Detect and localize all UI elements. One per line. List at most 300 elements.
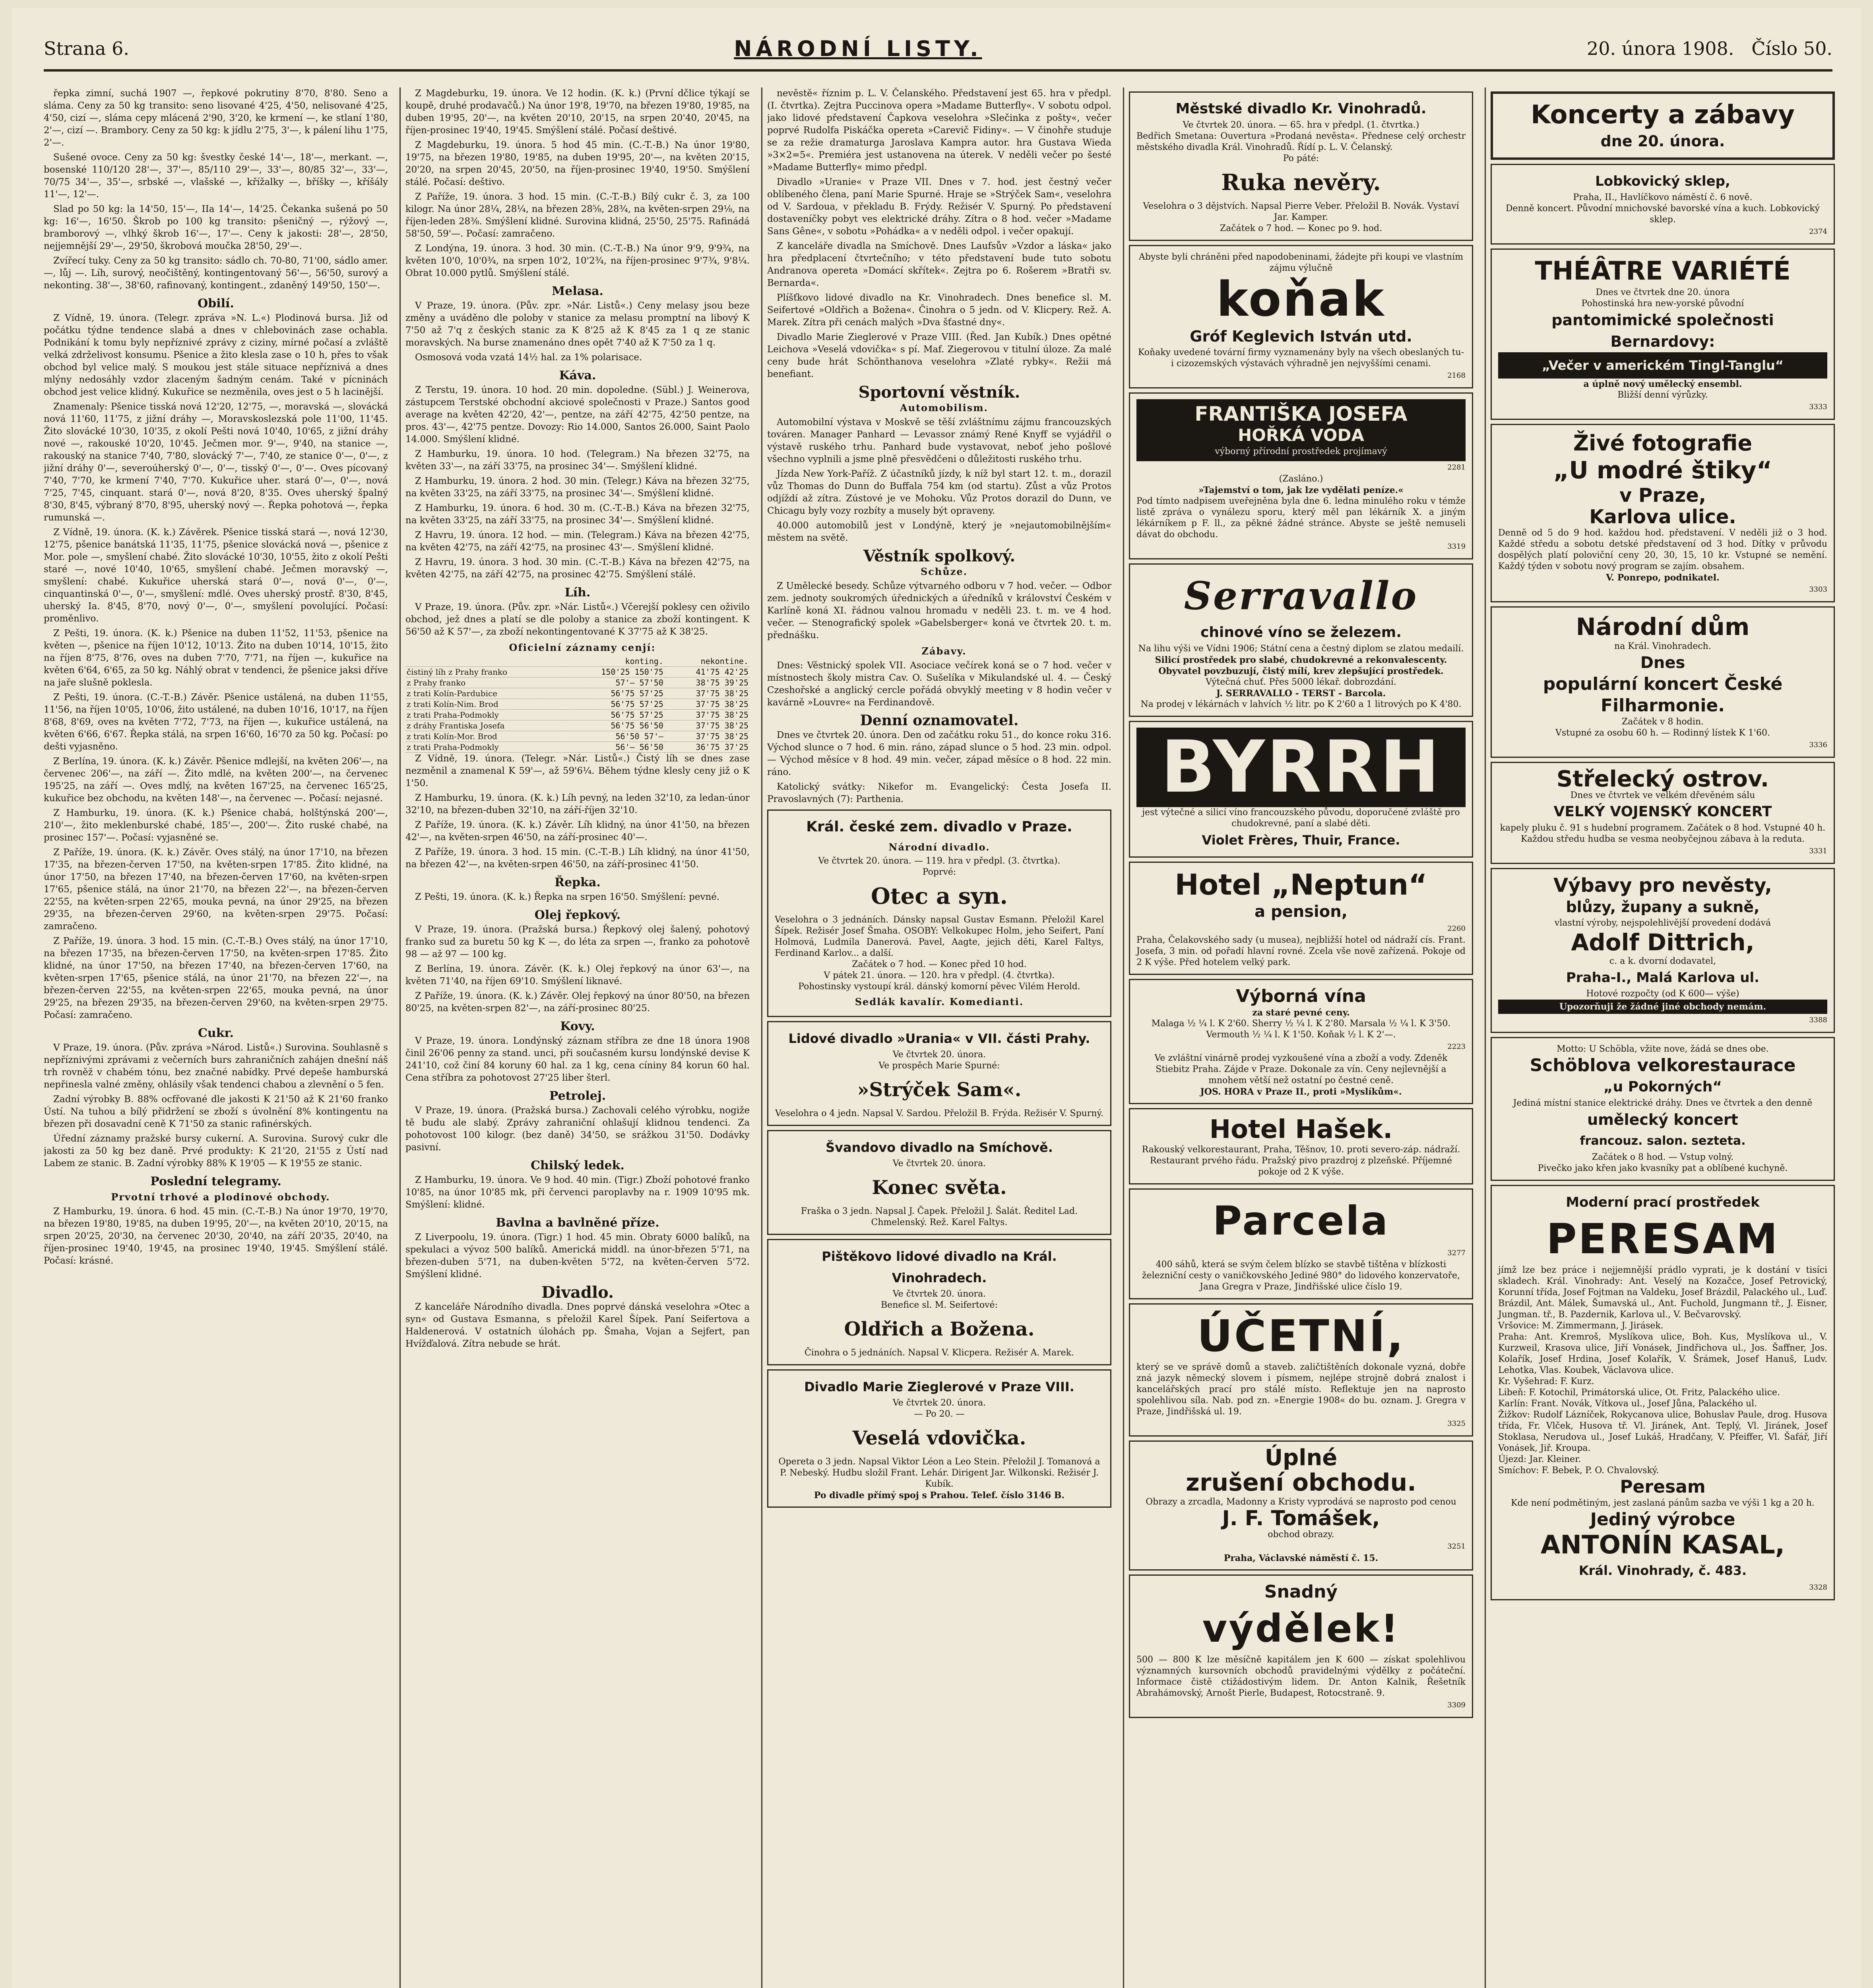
table-header-cell: nekontine. [665,656,750,667]
table-header-cell: konting. [565,656,665,667]
ad-text: Pohostinská hra new-yorské původní [1581,299,1744,309]
ad-text: Koňaky uvedené tovární firmy vyznamenány byly na všech obeslaných tu- i cizozemských výstavách výhradně jen nejvyššími cenami. [1138,348,1464,369]
article-paragraph: Z Hamburku, 19. února. 6 hod. 30 m. (C.-T.-B.) Káva na březen 32'75, na květen 33'25, na září 33'75, na prosinec 34'—. Smýšlení klidné. [405,503,750,526]
ad-place: v Praze, [1619,484,1706,507]
table-row [405,742,750,753]
article-paragraph: Z Pešti, 19. února. (C.-T.-B.) Závěr. Pšenice ustálená, na duben 11'55, 11'56, na říjen 10'05, 10'06, žito ustálené, na duben 10'16, 10'17, na říjen 8'68, 8'69, oves na květen 7'72, 7'73, na říjen —, kukuřice ustálená, na květen 6'66, 6'67. Řepka stálá, na srpen 16'60, 16'70 za 50 kg. Počasí: po dešti vyjasněno. [44,692,388,752]
section-subheading: Oficielní záznamy cenjí: [509,642,656,653]
ad-text: Újezd: Jar. Kleiner. [1498,1454,1581,1464]
listing-date: Ve čtvrtek 20. února. — 65. hra v předpl. (1. čtvrtka.) [1183,120,1419,130]
ad-title: Snadný [1264,1582,1338,1602]
table-row [405,720,750,731]
ad-number: 3336 [1809,741,1827,749]
ad-title: Dnes [1640,654,1685,672]
table-cell: 37'75 38'25 [665,710,750,720]
ad-text: Denně koncert. Původní mnichovské bavorské vína a kuch. Lobkovický sklep. [1505,204,1820,225]
ad-address: Král. Vinohrady, č. 483. [1578,1563,1747,1578]
ad-text: Dnes ve čtvrtek ve velkém dřevěném sálu [1570,790,1755,800]
ad-brand: FRANTIŠKA JOSEFA [1194,402,1408,425]
section-subheading: Automobilism. [900,402,988,414]
ad-subtitle: za staré pevné ceny. [1252,1008,1350,1018]
ad-firm: Lobkovický sklep, [1595,173,1730,189]
article-paragraph: V Praze, 19. února. (Pův. zpráva »Národ. Listů«.) Surovina. Souhlasně s nepříznivými zprávami z večerních burs zahraničních zahájen dnešní náš trh rovněž v chabém tónu, bez značné nabídky. Prvé depeše hamburská nepřinesla valné změny, ohlásily však tendenci chabou a zlevnění o 5 fen. [44,1043,388,1090]
article-paragraph: Z Pešti, 19. února. (K. k.) Pšenice na duben 11'52, 11'53, pšenice na květen —, pšenice na říjen 10'12, 10'13. Žito na duben 10'14, 10'15, žito na říjen 8'75, 8'76, oves na duben 7'70, 7'71, na říjen —, kukuřice na květen 6'64, 6'65, za 50 kg. Náhlý obrat v tendenci, že pšenice jaksi dříve na jaře slušně poklesla. [44,628,388,688]
ad-price: Vstupné za osobu 60 h. — Rodinný lístek K 1'60. [1555,728,1770,738]
advert-byrrh [1129,721,1473,858]
listing-play: Oldřich a Božena. [844,1318,1035,1340]
issue-date: 20. února 1908. Číslo 50. [1586,38,1832,59]
article-paragraph: V Praze, 19. února. (Pův. zpr. »Nár. Listů«.) Včerejší poklesy cen oživilo obchod, jež dnes a platí se dle poloby a stanice za zboží kontingent. K 56'50 až K 57'—, za zboží nekontingentované K 37'75 až K 38'25. [405,602,750,637]
section-heading: Obilí. [198,297,234,311]
ad-text: Denně od 5 do 9 hod. každou hod. představení. V neděli již o 3 hod. Každé středu a sobotu detské představení od 3 hod. Dítky v průvodu dospělých platí poloviční ceny 20, 30, 15, 10 kr. Vstupné se nemění. Každý týden v sobotu nový program se zajím. obsahem. [1498,528,1827,571]
section-heading: Řepka. [555,876,601,889]
ad-time: Začátek v 8 hodin. [1621,717,1704,727]
section-subheading: Prvotní trhové a plodinové obchody. [111,1191,330,1203]
theatre-listing-pistek [767,1239,1111,1365]
ad-text: 500 — 800 K lze měsíčně kapitálem jen K 600 — získat spolehlivou významných kursovních obchodů pravidelnými výdělky z počáteční. Informace čistě ctižádostivým lidem. Dr. Anton Kalnik, Řešetník Abrahámovský, Arnošt Pierle, Budapest, Rotocstraně. 9. [1136,1655,1466,1698]
listing-title: Divadlo Marie Zieglerové v Praze VIII. [804,1379,1074,1394]
listing-time: Začátek o 7 hod. — Konec před 10 hod. [852,959,1027,969]
advert-lobkovicky-sklep [1491,164,1835,245]
ad-number: 2223 [1447,1043,1466,1051]
listing-title: Pištěkovo lidové divadlo na Král. Vinohradech. [822,1249,1057,1285]
masthead: NÁRODNÍ LISTY. [734,36,982,61]
section-heading: Líh. [564,586,591,600]
advert-strelecky-ostrov [1491,762,1835,864]
ad-text: jest výtečné a silicí víno francouzského původu, doporučené zvláště pro chudokrevné, paní a slabé děti. [1142,808,1460,829]
ad-note: Motto: U Schöbla, vžite nove, žádá se dnes obe. [1557,1044,1769,1054]
article-paragraph: Z Magdeburku, 19. února. Ve 12 hodin. (K. k.) (První dčlice týkají se koupě, druhé prodavačů.) Na únor 19'8, 19'70, na březen 19'80, 19'85, na duben 19'95, 20'—, na květen 20'10, 20'15, na srpen 20'40, 20'45, na říjen-prosinec 19'40, 19'45. Smýšlení stálé. Počasí deštivé. [405,88,750,136]
newspaper-page [12,8,1861,1988]
ad-number: 3251 [1447,1542,1466,1551]
ad-title: Živé fotografie [1573,431,1753,456]
ad-title: francouz. salon. sezteta. [1580,1134,1746,1148]
theatre-listing-ziegler [767,1369,1111,1508]
ad-brand: Peresam [1620,1477,1706,1497]
table-cell: z trati Kolín-Nim. Brod [405,699,565,710]
article-paragraph: Z Liverpoolu, 19. února. (Tigr.) 1 hod. 45 min. Obraty 6000 balíků, na spekulaci a vývoz 500 balíků. Americká middl. na únor-březen 5'71, na březen-duben 5'71, na duben-květen 5'72, na květen-červen 5'72. Smýšlení klidné. [405,1232,750,1279]
article-paragraph: Katolický svátky: Nikefor m. Evangelický: Česta Josefa II. Pravoslavných (7): Parthenia. [767,782,1111,804]
ad-brand: Serravallo [1184,573,1418,618]
advert-serravallo [1129,563,1473,717]
page-number: Strana 6. [44,38,129,59]
ad-brand: ÚČETNÍ, [1197,1310,1405,1361]
listing-note: Benefice sl. M. Seifertové: [881,1300,998,1310]
listing-play: Sedlák kavalír. Komedianti. [855,996,1024,1008]
table-cell: z trati Kolín-Mor. Brod [405,731,565,742]
listing-note: Ve prospěch Marie Spurné: [878,1061,1000,1071]
ad-brand: THÉÂTRE VARIÉTÉ [1535,256,1791,286]
article-paragraph: Z Umělecké besedy. Schůze výtvarného odboru v 7 hod. večer. — Odbor zem. jednoty soukromých úřednických a úředníků v království Českém v Karlíně koná XI. řádnou valnou hromadu v neděli 23. t. m. ve 4 hod. večer. — Stenografický spolek »Gabelsberger« koná ve čtvrtek 20. t. m. přednášku. [767,581,1111,641]
article-paragraph: Divadlo »Uranie« v Praze VII. Dnes v 7. hod. jest čestný večer oblíbeného člena, paní Marie Spurné. Hraje se »Strýček Sam«, veselohra od V. Sardoua, v překladu B. Frýdy. Režisér V. Spurný. Po představení dostaveníčky pobyt ves elektrické dráhy. Zítra o 8 hod. večer »Madame Sans Gêne«, v sobotu »Pohádka« a v neděli odpol. i večer opakují. [767,177,1111,237]
ad-warning: Upozorňuji že žádné jiné obchody nemám. [1498,1000,1827,1014]
ad-brand: Národní dům [1576,613,1750,641]
column-rule [399,87,401,1988]
article-paragraph: Z Paříže, 19. února. (K. k.) Závěr. Oves stálý, na únor 17'10, na březen 17'35, na březen-červen 17'50, na květen-srpen 17'85. Žito klidné, na únor 17'50, na březen 17'40, na březen-červen 17'60, na květen-srpen 17'65, pšenice stálá, na únor 21'70, na březen 22'—, na březen-červen 22'55, na květen-srpen 22'65, mouka pevná, na únor 29'25, na březen 29'35, na březen-červen 29'60, na květen-srpen 29'75. Počasí: zamračeno. [44,847,388,932]
section-heading: Denní oznamovatel. [860,712,1019,729]
ad-title: populární koncert České Filharmonie. [1543,674,1783,716]
ad-banner [1136,399,1466,461]
ad-subtitle: na Král. Vinohradech. [1614,641,1711,651]
ad-text: Karlín: Frant. Novák, Vítkova ul., Josef Jůna, Palackého ul. [1498,1399,1757,1409]
ad-brand-sub: HOŘKÁ VODA [1238,425,1364,445]
listing-time: Začátek o 7 hod. — Konec po 9. hod. [1220,223,1382,233]
listing-subtitle: Národní divadlo. [888,841,990,853]
article-paragraph: nevěstě« říznim p. L. V. Čelanského. Představení jest 65. hra v předpl. (I. čtvrtka). Zejtra Puccinova opera »Madame Butterfly«. V sobotu odpol. jako lidové představení Čapkova veselohra »Slečinka z pošty«, večer poprvé Rudolfa Piskáčka opereta »Carevič Fidiny«. — V činohře studuje se za režie dramaturga Jaroslava Kampra autor. hra Gustava Wieda »3×2=5«. Premiéra jest ustanovena na úterek. V neděli večer po šesté »Madame Butterfly« mimo předpl. [767,88,1111,173]
table-cell: z trati Praha-Podmokly [405,742,565,753]
ad-firm: Gróf Keglevich István utd. [1190,328,1412,345]
ad-text: Malaga ½ ¼ l. K 2'60. Sherry ½ ¼ l. K 2'80. Marsala ½ ¼ l. K 3'50. Vermouth ½ ¼ l. K 1'50. Koňak ½ l. K 2'—. [1151,1019,1451,1040]
ad-brand: Schöblova velkorestaurace [1530,1055,1796,1076]
listing-note: — Po 20. — [914,1409,965,1419]
theatre-listing-vinohrady [1129,91,1473,241]
ad-text: Praha, Čelakovského sady (u musea), nejbližší hotel od nádraží cís. Frant. Josefa, 3 min. od pořadí hlavní rovné. Zcela vše nově zařízená. Pokoje od 2 K výše. Před hotelem velký park. [1136,935,1466,967]
column-5 [1491,87,1840,1988]
table-cell: z dráhy Frantiska Josefa [405,720,565,731]
table-cell: 56'75 56'50 [565,720,665,731]
ad-text: Na lihu výši ve Vídni 1906; Státní cena a čestný diplom se zlatou medailí. [1138,644,1464,654]
ad-text: 400 sáhů, která se svým čelem blízko se stavbě tištěna v blízkosti železniční cesty o vaničkovského Jediné 980° do lidového konzervatoře, Jana Gregra v Praze, Jindřišské ulice číslo 19. [1142,1260,1460,1292]
article-paragraph: řepka zimní, suchá 1907 —, řepkové pokrutiny 8'70, 8'80. Seno a sláma. Ceny za 50 kg transito: seno lisované 4'25, 4'50, nelisované 4'25, 4'50, cizí —, sláma cepy mlácená 2'90, 3'20, ke krmení —, ke stlaní 1'80, 2'—, cizí —. Brambory. Ceny za 50 kg: k jídlu 2'75, 3'—, k pálení lihu 1'75, 2'—. [44,88,388,148]
ad-number: 3277 [1447,1249,1466,1257]
ad-firm: Adolf Dittrich, [1571,929,1755,956]
ad-title: chinové víno se železem. [1200,624,1402,641]
listing-note: Po divadle přímý spoj s Prahou. Telef. číslo 3146 B. [814,1490,1065,1501]
ad-number: 3331 [1809,847,1827,855]
article-paragraph: Z Paříže, 19. února. (K. k.) Závěr. Líh klidný, na únor 41'50, na březen 42'—, na květen-srpen 46'50, na září-prosinec 40'—. [405,820,750,843]
table-cell: 41'75 42'25 [665,667,750,678]
column-4 [1129,87,1479,1988]
article-paragraph: V Praze, 19. února. (Pražská bursa.) Zachovali celého výrobku, nogiže tě budu ale slabý. Zprávy zahraniční ohlašují klidnou tendenci. Za pohotovost 100 kilogr. (bez daně) 34'50, se srážkou 31'50. Dodávky pasivní. [405,1105,750,1153]
article-paragraph: Z Berlína, 19. února. Závěr. (K. k.) Olej řepkový na únor 63'—, na květen 71'40, na říjen 69'10. Smýšlení liknavé. [405,964,750,986]
section-subheading: Schůze. [920,566,968,577]
advert-hotel-neptun [1129,862,1473,975]
table-cell: 150'25 150'75 [565,667,665,678]
listing-title: Švandovo divadlo na Smíchově. [826,1140,1053,1155]
ad-firm: ANTONÍN KASAL, [1540,1530,1785,1560]
ad-text: Pod tímto nadpisem uveřejněna byla dne 6. ledna minulého roku v témže listě zpráva o vynálezu sporu, který měl pan lékárník X. a jiným lékárníkem p F. ll., za pěkné žádné stránce. Abyste se ještě nemuseli dávat do obchodu. [1136,496,1466,540]
advert-zruseni-obchodu [1129,1441,1473,1571]
ad-text: Ve zvláštní vinárně prodej vyzkoušené vína a zboží a vody. Zdeněk Stiebitz Praha. Zájde v Praze. Dokonale za vín. Ceny nejlevnější a mnohem větší než ostatní po čestné ceně. [1154,1053,1448,1085]
listing-note: Poprvé: [922,867,956,877]
section-heading: Melasa. [552,284,603,298]
article-paragraph: Z Magdeburku, 19. února. 5 hod 45 min. (C.-T.-B.) Na únor 19'80, 19'75, na březen 19'80, 19'85, na duben 19'95, 20'—, na květen 20'15, 20'20, na srpen 20'45, 20'50, na říjen-prosinec 19'40, 19'50. Smýšlení stálé. Počasí: deštivo. [405,140,750,187]
article-paragraph: Z Hamburku, 19. února. (K. k.) Líh pevný, na leden 32'10, za ledan-únor 32'10, na březen-duben 32'10, na září-říjen 32'10. [405,793,750,815]
article-paragraph: Zadní výrobky B. 88% ocfřované dle jakosti K 21'50 až K 21'60 franko Ústí. Na tuhou a bílý přidržení se zboží s úvolnění 8% kontingentu na březen při dosavadní ceně K 71'50 za stanic rafinérských. [44,1094,388,1129]
ad-brand: Hotel Hašek. [1209,1115,1393,1144]
ad-text: Žižkov: Rudolf Lázníček, Rokycanova ulice, Bohuslav Paule, drog. Husova třída, Fr. Vlček, Husova tř. Vl. Jiránek, Ant. Teplý, Vl. Jiránek, Josef Stoklasa, Nerudova ul., Josef Lukáš, Hradčany, V. Pfeiffer, Vl. Šafář, Jiří Vonásek, Jiř. Kroupa. [1498,1410,1827,1453]
advert-peresam [1491,1185,1835,1600]
ad-text: Kde není podmětiným, jest zaslaná pánům sazba ve výši 1 kg a 20 h. [1511,1498,1815,1508]
page-header [44,28,1832,72]
ad-text: Dnes ve čtvrtek dne 20. února [1596,287,1730,297]
ad-text: Silicí prostředek pro slabé, chudokrevné a rekonvalescenty. [1155,655,1447,665]
ad-text: vlastní výroby, nejspolehlivější provedení dodává [1554,918,1771,928]
listing-text: Činohra o 5 jednáních. Napsal V. Klicpera. Režisér A. Marek. [804,1348,1074,1358]
table-row [405,667,750,678]
article-paragraph: Z Hamburku, 19. února. (K. k.) Pšenice chabá, holštýnská 200'—, 210'—, žito meklenburské chabé, 185'—, 200'—. Žito ruské chabé, na prosinec 157'—. Počasí: vyjasněné se. [44,808,388,843]
article-paragraph: V Praze, 19. února. (Pův. zpr. »Nár. Listů«.) Ceny melasy jsou beze změny a uváděno dle poloby v stanice za melasu promptní na libový K 7'50 až 7'q z českých stanic za K 8'25 až K 8'45 za 1 q ze stanic moravských. Na burse znamenáno dnes opět 7'40 až K 7'50 za 1 q. [405,301,750,348]
ad-brand: „U modré štiky“ [1553,456,1772,484]
article-paragraph: Z Vídně, 19. února. (Telegr. »Nár. Listů«.) Čistý líh se dnes zase nezměnil a znamenal K 59'—, až 59'6¼. Během týdne klesly ceny již o K 1'50. [405,753,750,788]
ad-subtitle: blůzy, župany a sukně, [1566,898,1760,916]
ad-text: Jediná místní stanice elektrické dráhy. Dnes ve čtvrtek a den denně [1513,1098,1813,1108]
column-rule [761,87,762,1988]
ad-text: Praha: Ant. Kremroš, Myslíkova ulice, Boh. Kus, Myslíkova ul., V. Kurzweil, Krasova ulice, Jiří Vonásek, Jindřichova ul., Jos. Šaffner, Jos. Kolařík, Josef Hrdina, Josef Kolařík, V. Šrámek, Josef Hanuš, Ludv. Lehotka, Vlas. Koubek, Václavova ulice. [1498,1332,1827,1375]
table-cell: 56'— 56'50 [565,742,665,753]
spirit-price-table [405,656,750,753]
ad-title: Koncerty a zábavy [1531,100,1795,130]
table-cell: 37'75 38'25 [665,720,750,731]
table-cell: 56'75 57'25 [565,699,665,710]
table-cell: z Prahy franko [405,678,565,688]
article-paragraph: Z Vídně, 19. února. (K. k.) Závěrek. Pšenice tisská stará —, nová 12'30, 12'75, pšenice banátská 11'35, 11'75, pšenice slovácká nová —, pšenice z Mor. pole —, smyšlení chabé. Žito slovácké 10'30, 10'55, žito z okolí Pešti staré —, nové 10'40, 10'65, smyšlení chabé. Ječmen moravský —, smyšlení: chabé. Kukuřice uherská stará 0'—, nová 0'—, 0'—, cinquantinská 0'—, 0'—, smyšlení: mdlé. Oves uherský prostř. 8'30, 8'45, uherský Ia. 8'45, 8'70, nový 0'—, 0'—, smyšlení povolující. Počasí: proměnlivo. [44,527,388,624]
ad-text: Rakouský velkorestaurant, Praha, Těšnov, 10. proti severo-záp. nádraží. Restaurant prvého řádu. Pražský pivo prazdroj z plzeňské. Příjemné pokoje od 2 K výše. [1142,1145,1460,1177]
ad-number: 3325 [1447,1419,1466,1428]
ad-play: „Večer v americkém Tingl-Tanglu“ [1498,352,1827,379]
listing-text: Opereta o 3 jedn. Napsal Viktor Léon a Leo Stein. Přeložil J. Tomanová a P. Nebeský. Hudbu složil Frant. Lehár. Dirigent Jar. Wilkonski. Režisér J. Kubík. [778,1457,1100,1489]
article-paragraph: Z Londýna, 19. února. 3 hod. 30 min. (C.-T.-B.) Na únor 9'9, 9'9¾, na květen 10'0, 10'0¾, na srpen 10'2, 10'2¾, na říjen-prosinec 9'7¾, 9'8¼. Obrat 10.000 pytlů. Smýšlení stálé. [405,243,750,278]
article-paragraph: Z kanceláře Národního divadla. Dnes poprvé dánská veselohra »Otec a syn« od Gustava Esmanna, s přeložil Karel Šípek. Paní Seifertova a Haldenerová. V ostatních úlohách pp. Šmaha, Vojan a Sejfert, pan Hvížďalová. Zítra nebude se hrát. [405,1302,750,1349]
article-paragraph: Zvířecí tuky. Ceny za 50 kg transito: sádlo ch. 70-80, 71'00, sádlo amer. —, lůj —. Líh, surový, neočištěný, kontingentovaný 56'—, 56'50, surový a nekonting. 38'—, 38'60, rafinovaný, kontingent., zdaněný 149'50, 150'—. [44,256,388,291]
theatre-listing-national [767,810,1111,1017]
ad-subtitle: „u Pokorných“ [1603,1079,1722,1095]
ad-address: Praha-I., Malá Karlova ul. [1566,970,1760,986]
advert-frantiska-josefa [1129,392,1473,559]
table-cell: čistiný líh z Prahy franko [405,667,565,678]
ad-title: Výborná vína [1236,986,1366,1006]
ad-text: výborný přírodní prostředek projímavý [1215,447,1387,456]
advert-theatre-variete [1491,248,1835,420]
ad-title: Moderní prací prostředek [1566,1194,1760,1210]
column-rule [1123,87,1124,1988]
ad-number: 2260 [1447,924,1466,933]
article-paragraph: Z Havru, 19. února. 3 hod. 30 min. (C.-T.-B.) Káva na březen 42'75, na květen 42'75, na září 42'75, na prosinec 42'75. Smýšlení stálé. [405,557,750,580]
section-heading: Sportovní věstník. [858,383,1020,402]
ad-text: Smíchov: F. Bebek, P. O. Chvalovský. [1498,1466,1659,1475]
article-paragraph: Jízda New York-Paříž. Z účastníků jízdy, k níž byl start 12. t. m., dorazil vůz Thomas do Dunn do Buffala 754 km (od startu). Zůst a vůz Protos odjíždí až zítra. Zústové je ve Mohoku. Vůz Protos dorazil do Dunn, ve Chicagu byly vozy rozbíty a musely být opraveny. [767,469,1111,516]
article-paragraph: Z kanceláře divadla na Smíchově. Dnes Laufsův »Vzdor a láska« jako hra předplacení čtvrtečního; v této představení bude tuto sobotu Andranova opereta »Domácí skřítek«. Zejtra po 6. Rošerem »Bratři sv. Bernarda«. [767,241,1111,288]
ad-text: Kr. Vyšehrad: F. Kurz. [1498,1376,1594,1386]
article-paragraph: Dnes ve čtvrtek 20. února. Den od začátku roku 51., do konce roku 316. Východ slunce o 7 hod. 6 min. ráno, západ slunce o 5 hod. 23 min. odpol. — Východ měsíce v 8 hod. 49 min. večer, západ měsíce o 8 hod. 22 min. ráno. [767,730,1111,777]
ad-brand: koňak [1216,272,1386,327]
article-paragraph: Plíšťkovo lidové divadlo na Kr. Vinohradech. Dnes benefice sl. M. Seifertové »Oldřich a Božena«. Činohra o 5 jedn. od V. Klicpery. Rež. A. Marek. Zítra při cenách malých »Dva šťastné dny«. [767,293,1111,328]
ad-text: Pivečko jako křen jako kvasníky pat a oblíbené kuchyně. [1538,1163,1788,1173]
ad-text: Abyste byli chráněni před napodobeninami, žádejte při koupi ve vlastním zájmu výlučně [1139,252,1463,273]
ad-text: Libeň: F. Kotochil, Primátorská ulice, Ot. Fritz, Palackého ulice. [1498,1388,1780,1398]
ad-number: 2168 [1447,371,1466,380]
article-paragraph: Z Hamburku, 19. února. 6 hod. 45 min. (C.-T.-B.) Na únor 19'70, 19'70, na březen 19'80, 19'85, na duben 19'95, 20'—, na květen 20'10, 20'15, na srpen 20'25, 20'30, na červenec 20'30, 20'40, na září 20'35, 20'40, na říjen-prosinec 19'40, 19'45, na prosinec 19'40, 19'45. Smýšlení stálé. Počasí: krásné. [44,1206,388,1266]
listing-play: Konec světa. [872,1176,1007,1199]
column-2 [405,87,755,1988]
article-paragraph: Z Hamburku, 19. února. 10 hod. (Telegram.) Na březen 32'75, na květen 33'—, na září 33'75, na prosinec 34'—. Smýšlení klidné. [405,449,750,472]
ad-text: kapely pluku č. 91 s hudební programem. Začátek o 8 hod. Vstupné 40 h. Každou středu hudba se vesma neobyčejnou zábava à la reduta. [1500,823,1826,844]
article-paragraph: V Praze, 19. února. (Pražská bursa.) Řepkový olej šalený, pohotový franko sud za buretu 50 kg K —, do léta za srpen —, franko za pohotově 98 — až 97 — 100 kg. [405,924,750,959]
article-paragraph: Osmosová voda vzatá 14½ hal. za 1% polarisace. [415,352,642,363]
table-cell: 37'75 38'25 [665,731,750,742]
table-row [405,688,750,699]
advert-wine [1129,979,1473,1104]
advert-dittrich [1491,868,1835,1033]
ad-text: c. a k. dvorní dodavatel, [1609,956,1716,966]
ad-brand: Střelecký ostrov. [1556,766,1769,792]
table-header-cell [405,656,565,667]
article-paragraph: Dnes: Věstnický spolek VII. Asociace večírek koná se o 7 hod. večer v místnostech školy mistra Cav. O. Sušelíka v Mikulandské ul. 4. — Český Czeshořské a anglický cercle pořádá obvyklý meeting v 8 hodin večer v kavárně »Louvre« na Ferdinandově. [767,660,1111,708]
table-row [405,678,750,688]
listing-text: Fraška o 3 jedn. Napsal J. Čapek. Přeložil J. Šalát. Ředitel Lad. Chmelenský. Rež. Karel Faltys. [801,1206,1078,1227]
article-paragraph: Z Pešti, 19. února. (K. k.) Řepka na srpen 16'50. Smýšlení: pevné. [415,892,720,902]
ad-address: Karlova ulice. [1589,506,1736,528]
ad-text: a úplně nový umělecký ensembl. [1583,379,1742,389]
ad-text: Vršovice: M. Zimmermann, J. Jirásek. [1498,1321,1664,1331]
ad-firm: J. F. Tomášek, [1222,1507,1380,1530]
ad-note: (Zasláno.) [1279,474,1323,484]
listing-title: Lidové divadlo »Urania« v VII. části Prahy. [788,1031,1090,1046]
ad-text: který se ve správě domů a staveb. zaličtištěních dokonale vyzná, dobře zná jazyk německý slovem i písmem, nejlépe strojně dobrá znalost i kancelářských prací pro stálé místo. Reflektuje jen na naprosto spolehlivou síla. Nab. pod zn. »Energie 1908« do bu. oznam. J. Gregra v Praze, Jindřišská ul. 19. [1136,1362,1466,1417]
table-cell: 56'75 57'25 [565,710,665,720]
article-paragraph: Z Terstu, 19. února. 10 hod. 20 min. dopoledne. (Sübl.) J. Weinerova, zástupcem Terstské obchodní akciové společnosti v Praze.) Santos good average na květen 42'20, 42'—, pentze, na září 42'75, 42'50 pentze, na pros. 43'—, 42'75 pentze. Dovozy: Rio 14.000, Santos 26.000, Saint Paolo 14.000. Smýšlení klidné. [405,385,750,445]
ad-title: a pension, [1254,903,1348,921]
ad-quote: »Tajemství o tom, jak lze vydělati peníze.« [1198,485,1404,495]
listing-play: Ruka nevěry. [1221,169,1381,196]
listing-text: Veselohra o 4 jedn. Napsal V. Sardou. Přeložil B. Frýda. Režisér V. Spurný. [775,1109,1104,1118]
listing-text: Veselohra o 3 jednáních. Dánsky napsal Gustav Esmann. Přeložil Karel Šípek. Režisér Josef Šmaha. OSOBY: Velkokupec Holm, jeho Seifert, Paní Holmová, Ludmila Danerová. Pavel, Aagte, jejich děti, Karel Faltys, Ferdinand Karlov... a další. [775,915,1104,958]
article-paragraph: Z Hamburku, 19. února. Ve 9 hod. 40 min. (Tigr.) Zboží pohotové franko 10'85, na únor 10'85 mk, při červenci paroplavby na r. 1909 10'95 mk. Smýšlení: klidné. [405,1175,750,1210]
table-cell: 56'50 57'— [565,731,665,742]
section-heading: Bavlna a bavlněné příze. [496,1216,659,1230]
ad-address: Praha, II., Havlíčkovo náměstí č. 6 nově. [1573,192,1753,202]
ad-text: obchod obrazy. [1268,1530,1334,1540]
ad-firm: V. Ponrepo, podnikatel. [1606,573,1720,583]
ad-number: 3309 [1447,1701,1466,1709]
article-paragraph: Automobilní výstava v Moskvě se těší zvláštnímu zájmu francouzských továren. Manager Panhard — Levassor známý René Knyff se vyjádřil o výstavě ruského trhu. Panhard bude vystavovat, neboť jeho pošlové všechno vyplnili a jsme plně přesvědčeni o důležitosti ruského trhu. [767,417,1111,464]
listing-date: Ve čtvrtek 20. února. [892,1289,986,1299]
ad-number: 2374 [1809,227,1827,236]
article-paragraph: Slad po 50 kg: la 14'50, 15'—, IIa 14'—, 14'25. Čekanka sušená po 50 kg: 16'—, 16'50. Škrob po 100 kg transito: pšeničný —, rýžový —, bramborový —, vlhký škrob 16'—, 17'—. Ceny k jakosti: 28'—, 28'50, nejjemnější 29'—, 29'50, škrobová moučka 28'50, 29'—. [44,204,388,251]
theatre-listing-urania [767,1021,1111,1126]
listing-note: Po páté: [1283,153,1319,163]
advert-koncerty-header [1491,91,1835,160]
advert-live-photography [1491,424,1835,602]
listing-date: Ve čtvrtek 20. února. — 119. hra v předpl. (3. čtvrtka). [818,856,1061,866]
article-paragraph: Z Paříže, 19. února. 3 hod. 15 min. (C.-T.-B.) Oves stálý, na únor 17'10, na březen 17'35, na březen-červen 17'50, na květen-srpen 17'85. Žito klidné, na únor 17'50, na březen 17'40, na březen-červen 17'60, na květen-srpen 17'65, pšenice stálá, na únor 21'70, na březen 22'—, na březen-červen 22'55, na květen-srpen 22'65, mouka pevná, na únor 29'25, na březen 29'35, na březen-červen 29'60, na květen-srpen 29'75. Počasí: zamračeno. [44,936,388,1020]
ad-text: Na prodej v lékárnách v lahvích ½ litr. po K 2'60 a 1 litrových po K 4'80. [1140,699,1462,709]
ad-brand: PERESAM [1546,1215,1779,1263]
ad-title: zrušení obchodu. [1186,1469,1416,1497]
ad-brand: BYRRH [1136,728,1466,807]
article-paragraph: Z Paříže, 19. února. 3 hod. 15 min. (C.-T.-B.) Líh klidný, na únor 41'50, na březen 42'—, na květen-srpen 46'50, na září-prosinec 41'50. [405,847,750,870]
table-cell: 38'75 39'25 [665,678,750,688]
section-heading: Poslední telegramy. [150,1175,281,1188]
table-cell: 37'75 38'25 [665,688,750,699]
listing-play: »Strýček Sam«. [857,1079,1022,1101]
ad-firm: J. SERRAVALLO - TERST - Barcola. [1216,688,1386,699]
ad-title: Bernardovy: [1610,333,1715,350]
article-paragraph: Divadlo Marie Zieglerové v Praze VIII. (Řed. Jan Kubík.) Dnes opětné Leichova »Veselá vdovička« s pí. Maf. Ziegerovou v titulní úloze. Za malé ceny bude hrát Schönthanova veselohra »Zlaté rybky«. Režii má benefiant. [767,332,1111,379]
table-cell: z trati Praha-Podmokly [405,710,565,720]
ad-title: pantomimické společnosti [1551,311,1774,329]
section-heading: Olej řepkový. [534,908,621,922]
listing-play: Otec a syn. [871,883,1008,909]
ad-brand: výdělek! [1202,1606,1400,1651]
ad-text: Výtečná chuť. Přes 5000 lékař. dobrozdání. [1206,677,1396,687]
ad-firm: JOS. HORA v Praze II., proti »Myslíkům«. [1200,1087,1402,1097]
listing-date: Ve čtvrtek 20. února. [892,1398,986,1408]
table-row [405,731,750,742]
ad-subtitle: dne 20. února. [1600,132,1725,150]
table-row [405,699,750,710]
article-paragraph: Z Paříže, 19. února. 3 hod. 15 min. (C.-T.-B.) Bílý cukr č. 3, za 100 kilogr. Na únor 28¼, 28¼, na březen 28⅝, 28¾, na květen-srpen 29⅛, na říjen-leden 28⅜. Smýšlení klidné. Surovina klidná, 25'50, 25'75. Rafinádá 58'50, 59'—. Počasí: zamračeno. [405,192,750,239]
table-row [405,710,750,720]
article-paragraph: Z Vídně, 19. února. (Telegr. zpráva »N. L.«) Plodinová bursa. Již od počátku týdne tendence slabá a dnes v chlebovinách zase ochabla. Podnikání k tomu byly nepříznivé zprávy z ciziny, mírné počasí a zvláště velká zdrželivost konsumu. Pšenice a žito klesla zase o 10 h, přes to však obchod byl velice malý. S moukou jest stále situace nepříznivá a dnes mlýny nedosáhly vzdor zlaceným šadným cenám. Také v pícninách obchod jest velice klidný. Kukuřice se nezměnila, oves jest o 5 h lacinější. [44,313,388,397]
listing-date: Ve čtvrtek 20. února. [892,1050,986,1060]
ad-text: Hotové rozpočty (od K 600— výše) [1586,989,1739,999]
table-cell: 37'75 38'25 [665,699,750,710]
advert-vydelek [1129,1574,1473,1718]
article-paragraph: Z Hamburku, 19. února. 2 hod. 30 min. (Telegr.) Káva na březen 32'75, na květen 33'25, na září 33'75, na prosinec 34'—. Smýšlení klidné. [405,476,750,499]
ad-title: umělecký koncert [1587,1111,1738,1128]
table-header-row [405,656,750,667]
column-3 [767,87,1117,1988]
ad-address: Praha, Václavské náměstí č. 15. [1223,1553,1379,1563]
listing-date: Ve čtvrtek 20. února. [892,1159,986,1169]
column-rule [1485,87,1486,1988]
section-heading: Kovy. [560,1019,595,1033]
ad-brand: Parcela [1212,1198,1390,1244]
advert-schobl [1491,1037,1835,1181]
theatre-listing-smichov [767,1130,1111,1235]
ad-text: Obyvatel povzbuzují, čistý mílí, krev zlepšující prostředek. [1158,666,1444,676]
section-heading: Věstník spolkový. [863,547,1016,565]
section-heading: Chilský ledek. [531,1159,624,1173]
article-paragraph: 40.000 automobilů jest v Londýně, který je »nejautomobilnějším« městem na světě. [767,520,1111,543]
ad-number: 3333 [1809,403,1827,411]
section-heading: Káva. [559,369,596,382]
ad-title: Jediný výrobce [1590,1509,1735,1530]
advert-narodni-dum [1491,606,1835,758]
ad-text: jímž lze bez práce i nejjemnější prádlo vyprati, je k dostání v tisíci skladech. Král. Vinohrady: Ant. Veselý na Kozačce, Josef Petrovický, Korunní třída, Josef Fojtman na Valdeku, Josef Brázdil, Palackého ul., Luď. Brázdil, Ant. Málek, Šumavská ul., Ant. Fuchold, Jungmann tř., J. Eisner, Jungman. tř., B. Pazdernik, Karlova ul., V. Bečvarovský. [1498,1265,1827,1320]
table-cell: z trati Kolín-Pardubice [405,688,565,699]
ad-title: Výbavy pro nevěsty, [1553,874,1772,897]
ad-number: 3328 [1809,1583,1827,1592]
table-cell: 57'— 57'50 [565,678,665,688]
section-heading: Divadlo. [541,1283,614,1302]
section-heading: Cukr. [198,1026,234,1040]
listing-date: V pátek 21. února. — 120. hra v předpl. (4. čtvrtka). [824,971,1055,980]
article-paragraph: Z Havru, 19. února. 12 hod. — min. (Telegram.) Káva na březen 42'75, na květen 42'75, na září 42'75, na prosinec 43'—. Smýšlení klidné. [405,530,750,553]
article-paragraph: Znamenaly: Pšenice tisská nová 12'20, 12'75, —, moravská —, slovácká nová 11'60, 11'75, z jižní dráhy —, Moravskoslezská pole 11'00, 11'45. Žito slovácké 10'30, 10'35, z okolí Pešti nová 10'40, 10'65, z jižní dráhy nové —, rakouské 10'20, 10'45. Ječmen mor. 9'—, 9'40, na stanice —, rakouský na stanice 7'40, 7'80, slovácký 7'—, 7'40, ze stanice 0'—, 0'—, z jižní dráhy 0'—, severoúherský 0'—, 0'—, tisský 0'—, 0'—. Oves pícovaný 7'40, 7'70, ke krmení 7'40, 7'70. Kukuřice uher. stará 0'—, 0'—, nová 7'25, 7'45, cinquant. stará 0'—, nová 8'20, 8'35. Oves uherský špalný 8'30, 8'45, výbraný 8'70, 8'95, uherský nový —. Řepka pohotová —, řepka rumunská —. [44,402,388,523]
ad-title: Úplné [1264,1445,1338,1471]
section-subheading: Zábavy. [921,645,967,657]
ad-brand: Hotel „Neptun“ [1175,868,1427,901]
ad-number: 3303 [1809,585,1827,594]
ad-text: Obrazy a zrcadla, Madonny a Kristy vyprodává se naprosto pod cenou [1146,1497,1456,1507]
listing-text: Veselohra o 3 dějstvích. Napsal Pierre Veber. Přeložil B. Novák. Vystaví Jar. Kamper. [1143,201,1459,222]
table-cell: 36'75 37'25 [665,742,750,753]
listing-play: Veselá vdovička. [852,1427,1026,1449]
ad-number: 2281 [1447,463,1466,472]
article-paragraph: Z Paříže, 19. února. (K. k.) Závěr. Olej řepkový na únor 80'50, na březen 80'25, na květen-srpen 82'—, na září-prosinec 80'25. [405,991,750,1013]
ad-firm: Violet Frères, Thuir, France. [1202,833,1400,848]
listing-title: Král. české zem. divadlo v Praze. [806,819,1072,835]
ad-number: 3319 [1447,542,1466,551]
section-heading: Petrolej. [549,1089,606,1103]
ad-title: VELKÝ VOJENSKÝ KONCERT [1553,804,1772,820]
listing-text: Pohostinsky vystoupí král. dánský komorní pěvec Vilém Herold. [798,982,1080,992]
ad-text: Bližší denní výrůzky. [1617,390,1708,400]
listing-text: Bedřich Smetana: Ouvertura »Prodaná nevěsta«. Přednese celý orchestr městského divadla Král. Vinohradů. Řídí p. L. V. Čelanský. [1136,131,1466,152]
article-paragraph: Sušené ovoce. Ceny za 50 kg: švestky české 14'—, 18'—, merkant. —, bosenské 110/120 28'—, 37'—, 85/110 29'—, 33'—, 80/85 32'—, 33'—, 70/75 34'—, 35'—, srbské —, vlašské —, křížalky —, bříšky —, kříšály 11'—, 12'—. [44,152,388,200]
